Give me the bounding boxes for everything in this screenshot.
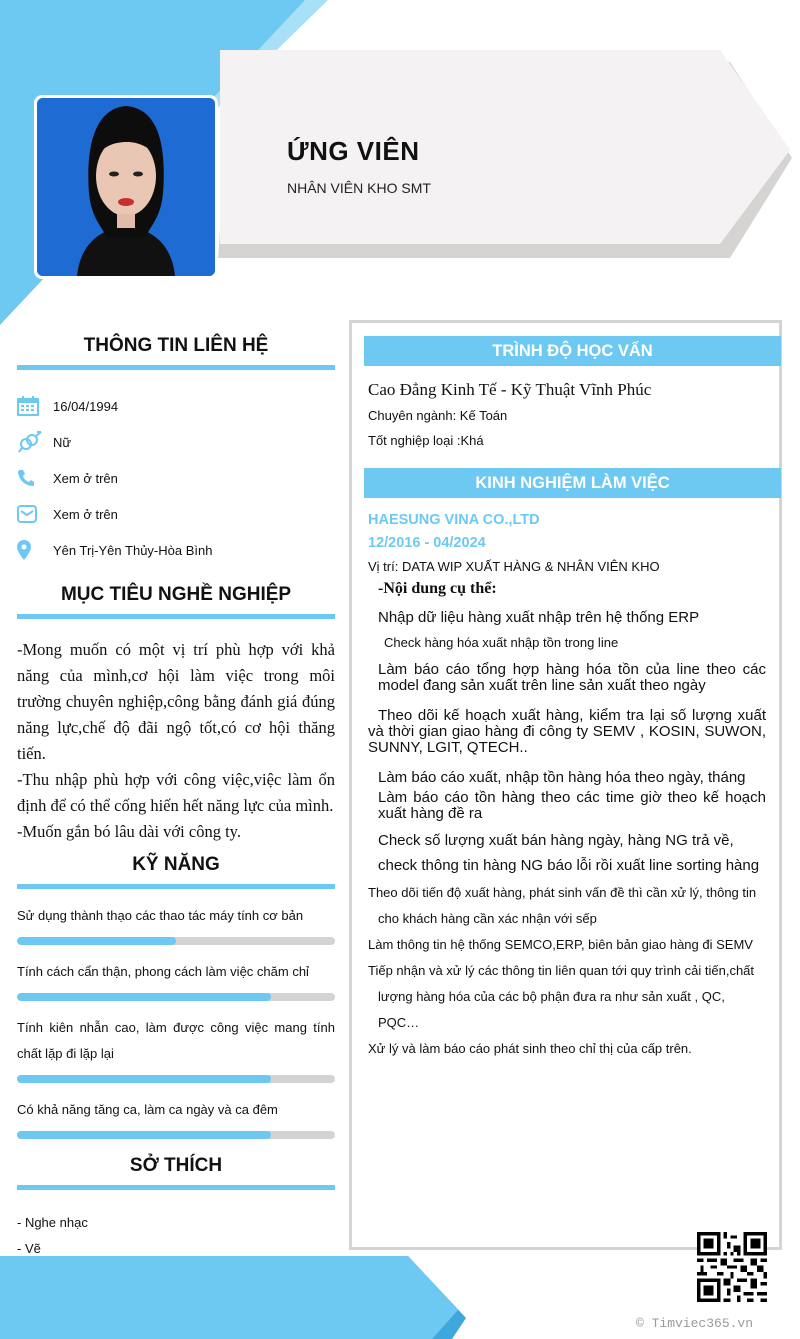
gender-icon [17,430,53,454]
duty-item: Theo dõi kế hoạch xuất hàng, kiểm tra lại số lượng xuất và thời gian giao hàng đi công ty SEMV , KOSIN, SUWON, SUNNY, LGIT, QTECH.. [368,707,766,756]
skill-bar [17,993,335,1001]
experience-body [352,498,779,1062]
duty-item: Làm thông tin hệ thống SEMCO,ERP, biên bản giao hàng đi SEMV [368,937,753,952]
skill-item [17,1097,335,1139]
experience-title: KINH NGHIỆM LÀM VIỆC [364,468,781,498]
skill-item [17,1015,335,1083]
duty-item: check thông tin hàng NG báo lỗi rồi xuất line sorting hàng [378,857,760,874]
objective-paragraph: -Muốn gắn bó lâu dài với công ty. [17,822,241,841]
left-column [17,335,335,1288]
duty-item: Tiếp nhận và xử lý các thông tin liên quan tới quy trình cải tiến,chất [368,963,755,978]
calendar-icon [17,394,53,418]
school-name: Cao Đẳng Kinh Tế - Kỹ Thuật Vĩnh Phúc [368,380,652,399]
skills-section [17,854,335,1139]
section-divider [17,365,335,370]
right-column [349,320,782,1250]
candidate-name: ỨNG VIÊN [287,136,420,166]
work-period: 12/2016 - 04/2024 [368,535,486,551]
location-icon [17,538,53,562]
qr-code-icon [697,1232,767,1302]
candidate-job-title: NHÂN VIÊN KHO SMT [287,180,431,196]
duty-item-continued: cho khách hàng cần xác nhận với sếp [378,911,597,926]
contact-phone [17,460,335,496]
skill-item [17,903,335,945]
objective-title: MỤC TIÊU NGHỀ NGHIỆP [60,584,292,605]
duty-item: Check hàng hóa xuất nhập tồn trong line [384,635,619,650]
duty-item: Nhập dữ liệu hàng xuất nhập trên hệ thống ERP [378,609,700,626]
email-icon [17,502,53,526]
duty-item: Check số lượng xuất bán hàng ngày, hàng NG trả về, [378,832,734,849]
phone-text: Xem ở trên [53,470,118,486]
avatar [34,95,218,279]
section-divider [17,1185,335,1190]
skill-bar-fill [17,937,176,945]
birthday-text: 16/04/1994 [53,398,119,414]
education-major: Chuyên ngành: Kế Toán [368,408,508,423]
duty-item: Làm báo cáo xuất, nhập tồn hàng hóa theo ngày, tháng [378,769,746,786]
hobbies-title: SỞ THÍCH [129,1155,223,1176]
contact-birthday [17,388,335,424]
watermark: © Timviec365.vn [636,1316,754,1331]
contact-title: THÔNG TIN LIÊN HỆ [83,335,269,356]
duty-item: Làm báo cáo tồn hàng theo các time giờ theo kế hoạch xuất hàng đề ra [378,789,766,822]
avatar-photo [37,98,215,276]
section-divider [17,614,335,619]
skill-bar-fill [17,1075,271,1083]
education-title: TRÌNH ĐỘ HỌC VẤN [364,336,781,366]
work-position: Vị trí: DATA WIP XUẤT HÀNG & NHÂN VIÊN KHO [368,559,660,574]
skill-label: Tính kiên nhẫn cao, làm được công việc mang tính chất lặp đi lặp lại [17,1020,335,1061]
objective-section [17,584,335,845]
objective-paragraph: -Thu nhập phù hợp với công việc,việc làm ổn định để có thể cống hiến hết năng lực của mình. [17,770,335,815]
duty-item-continued: lượng hàng hóa của các bộ phận đưa ra như sản xuất , QC, [378,989,725,1004]
hobby-item: - Nghe nhạc [17,1215,88,1230]
skill-bar [17,1131,335,1139]
skills-title: KỸ NĂNG [132,854,220,875]
email-text: Xem ở trên [53,506,118,522]
skill-label: Sử dụng thành thạo các thao tác máy tính cơ bản [17,908,304,923]
objective-text [17,637,335,845]
skill-bar [17,1075,335,1083]
duty-item: Xử lý và làm báo cáo phát sinh theo chỉ thị của cấp trên. [368,1041,692,1056]
duty-item: Làm báo cáo tổng hợp hàng hóa tồn của line theo các model đang sản xuất trên line sản xuất theo ngày [378,661,766,694]
objective-paragraph: -Mong muốn có một vị trí phù hợp với khả năng của mình,cơ hội làm việc trong môi trường chuyên nghiệp,công bằng đánh giá đúng năng lực,chế độ đãi ngộ tốt,có cơ hội thăng tiến. [17,640,335,763]
skill-bar [17,937,335,945]
skill-item [17,959,335,1001]
company-name: HAESUNG VINA CO.,LTD [368,512,540,528]
skill-label: Tính cách cẩn thận, phong cách làm việc chăm chỉ [17,964,309,979]
phone-icon [17,466,53,490]
contact-gender [17,424,335,460]
hobby-item: - Vẽ [17,1241,41,1256]
skill-label: Có khả năng tăng ca, làm ca ngày và ca đêm [17,1102,278,1117]
section-divider [17,884,335,889]
skill-bar-fill [17,993,271,1001]
contact-section [17,335,335,568]
address-text: Yên Trị-Yên Thủy-Hòa Bình [53,542,213,558]
skill-bar-fill [17,1131,271,1139]
education-body [352,366,779,448]
gender-text: Nữ [53,434,72,450]
duty-item-continued: PQC… [378,1015,420,1030]
footer-blue-shape [0,1256,458,1339]
contact-email [17,496,335,532]
duty-item: Theo dõi tiến độ xuất hàng, phát sinh vấn đề thì cần xử lý, thông tin [368,885,757,900]
education-grade: Tốt nghiệp loại :Khá [368,433,484,448]
duties-list [368,609,766,1062]
duties-heading: -Nội dung cụ thể: [378,580,497,597]
contact-list [17,388,335,568]
contact-address [17,532,335,568]
